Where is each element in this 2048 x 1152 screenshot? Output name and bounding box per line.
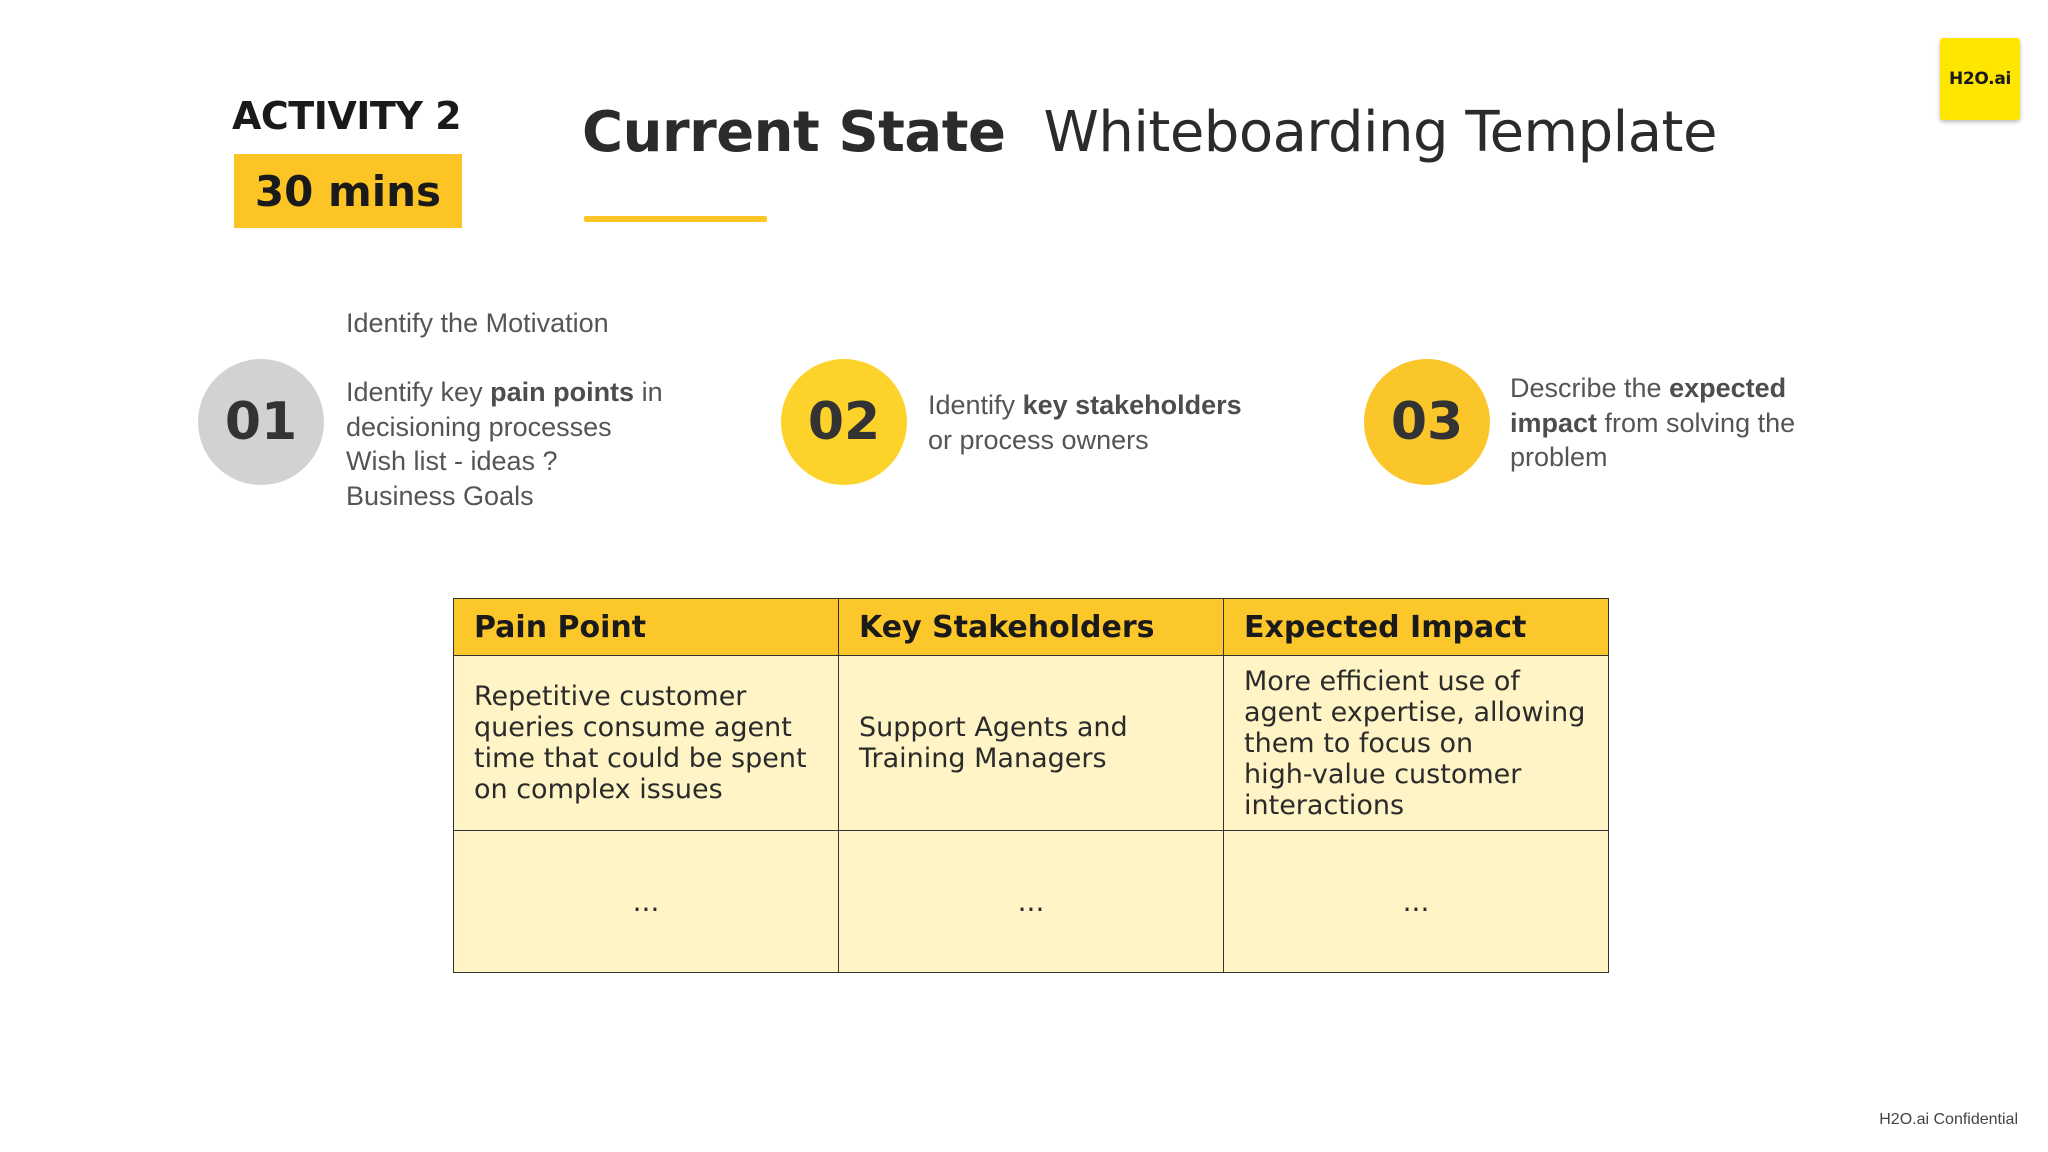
- step-03-line2-bold: impact: [1510, 407, 1598, 438]
- step-01-line4: Business Goals: [346, 480, 534, 511]
- page-title: [582, 100, 1717, 165]
- cell-line: queries consume agent: [474, 712, 792, 743]
- step-03-line2-post: from solving the: [1597, 407, 1796, 438]
- cell-key-stakeholders-placeholder[interactable]: ...: [839, 831, 1224, 973]
- activity-label: ACTIVITY 2: [232, 94, 462, 138]
- title-regular: Whiteboarding Template: [1043, 100, 1717, 165]
- duration-badge: 30 mins: [234, 154, 462, 228]
- cell-line: Training Managers: [859, 743, 1107, 774]
- step-01-line2: decisioning processes: [346, 411, 612, 442]
- cell-line: Repetitive customer: [474, 681, 747, 712]
- step-01-text: [346, 375, 746, 513]
- table-row: [454, 831, 1609, 973]
- cell-line: time that could be spent: [474, 743, 807, 774]
- step-03-line1: [1510, 371, 1880, 406]
- motivation-heading: Identify the Motivation: [346, 308, 609, 338]
- cell-line: Support Agents and: [859, 712, 1128, 743]
- cell-line: agent expertise, allowing: [1244, 696, 1586, 728]
- title-bold: Current State: [582, 100, 1006, 165]
- table-header-row: [454, 599, 1609, 656]
- cell-line: on complex issues: [474, 774, 723, 805]
- step-02-text: [928, 388, 1328, 457]
- step-01-line1-bold: pain points: [490, 377, 635, 407]
- step-01-line1: [346, 375, 746, 410]
- title-underline: [584, 216, 767, 222]
- step-02-line1-pre: Identify: [928, 390, 1023, 420]
- cell-line: interactions: [1244, 789, 1405, 821]
- step-03-line2: [1510, 406, 1880, 441]
- step-02-circle: 02: [781, 359, 907, 485]
- whiteboard-table: [453, 598, 1609, 973]
- h2o-logo: H2O.ai: [1940, 38, 2020, 120]
- table-row: [454, 656, 1609, 831]
- header-expected-impact: Expected Impact: [1224, 599, 1609, 656]
- step-03-line3: problem: [1510, 442, 1608, 472]
- step-03-line1-pre: Describe the: [1510, 373, 1670, 403]
- cell-expected-impact-placeholder[interactable]: ...: [1224, 831, 1609, 973]
- step-03-line1-bold: expected: [1669, 373, 1787, 403]
- header-key-stakeholders: Key Stakeholders: [839, 599, 1224, 656]
- step-02-line1-bold: key stakeholders: [1022, 390, 1242, 420]
- cell-pain-point[interactable]: [454, 656, 839, 831]
- cell-key-stakeholders[interactable]: [839, 656, 1224, 831]
- header-pain-point: Pain Point: [454, 599, 839, 656]
- step-03-circle: 03: [1364, 359, 1490, 485]
- cell-line: them to focus on: [1244, 727, 1474, 759]
- step-01-line3: Wish list - ideas ?: [346, 446, 558, 476]
- cell-line: high-value customer: [1244, 758, 1522, 790]
- cell-expected-impact[interactable]: [1224, 656, 1609, 831]
- step-01-circle: 01: [198, 359, 324, 485]
- step-02-line1: [928, 388, 1328, 423]
- step-02-line2: or process owners: [928, 424, 1149, 455]
- step-03-text: [1510, 371, 1880, 475]
- step-01-line1-pre: Identify key: [346, 377, 491, 407]
- confidential-footer: H2O.ai Confidential: [1879, 1111, 2018, 1128]
- cell-line: More efficient use of: [1244, 665, 1520, 697]
- step-01-line1-post: in: [634, 377, 663, 407]
- cell-pain-point-placeholder[interactable]: ...: [454, 831, 839, 973]
